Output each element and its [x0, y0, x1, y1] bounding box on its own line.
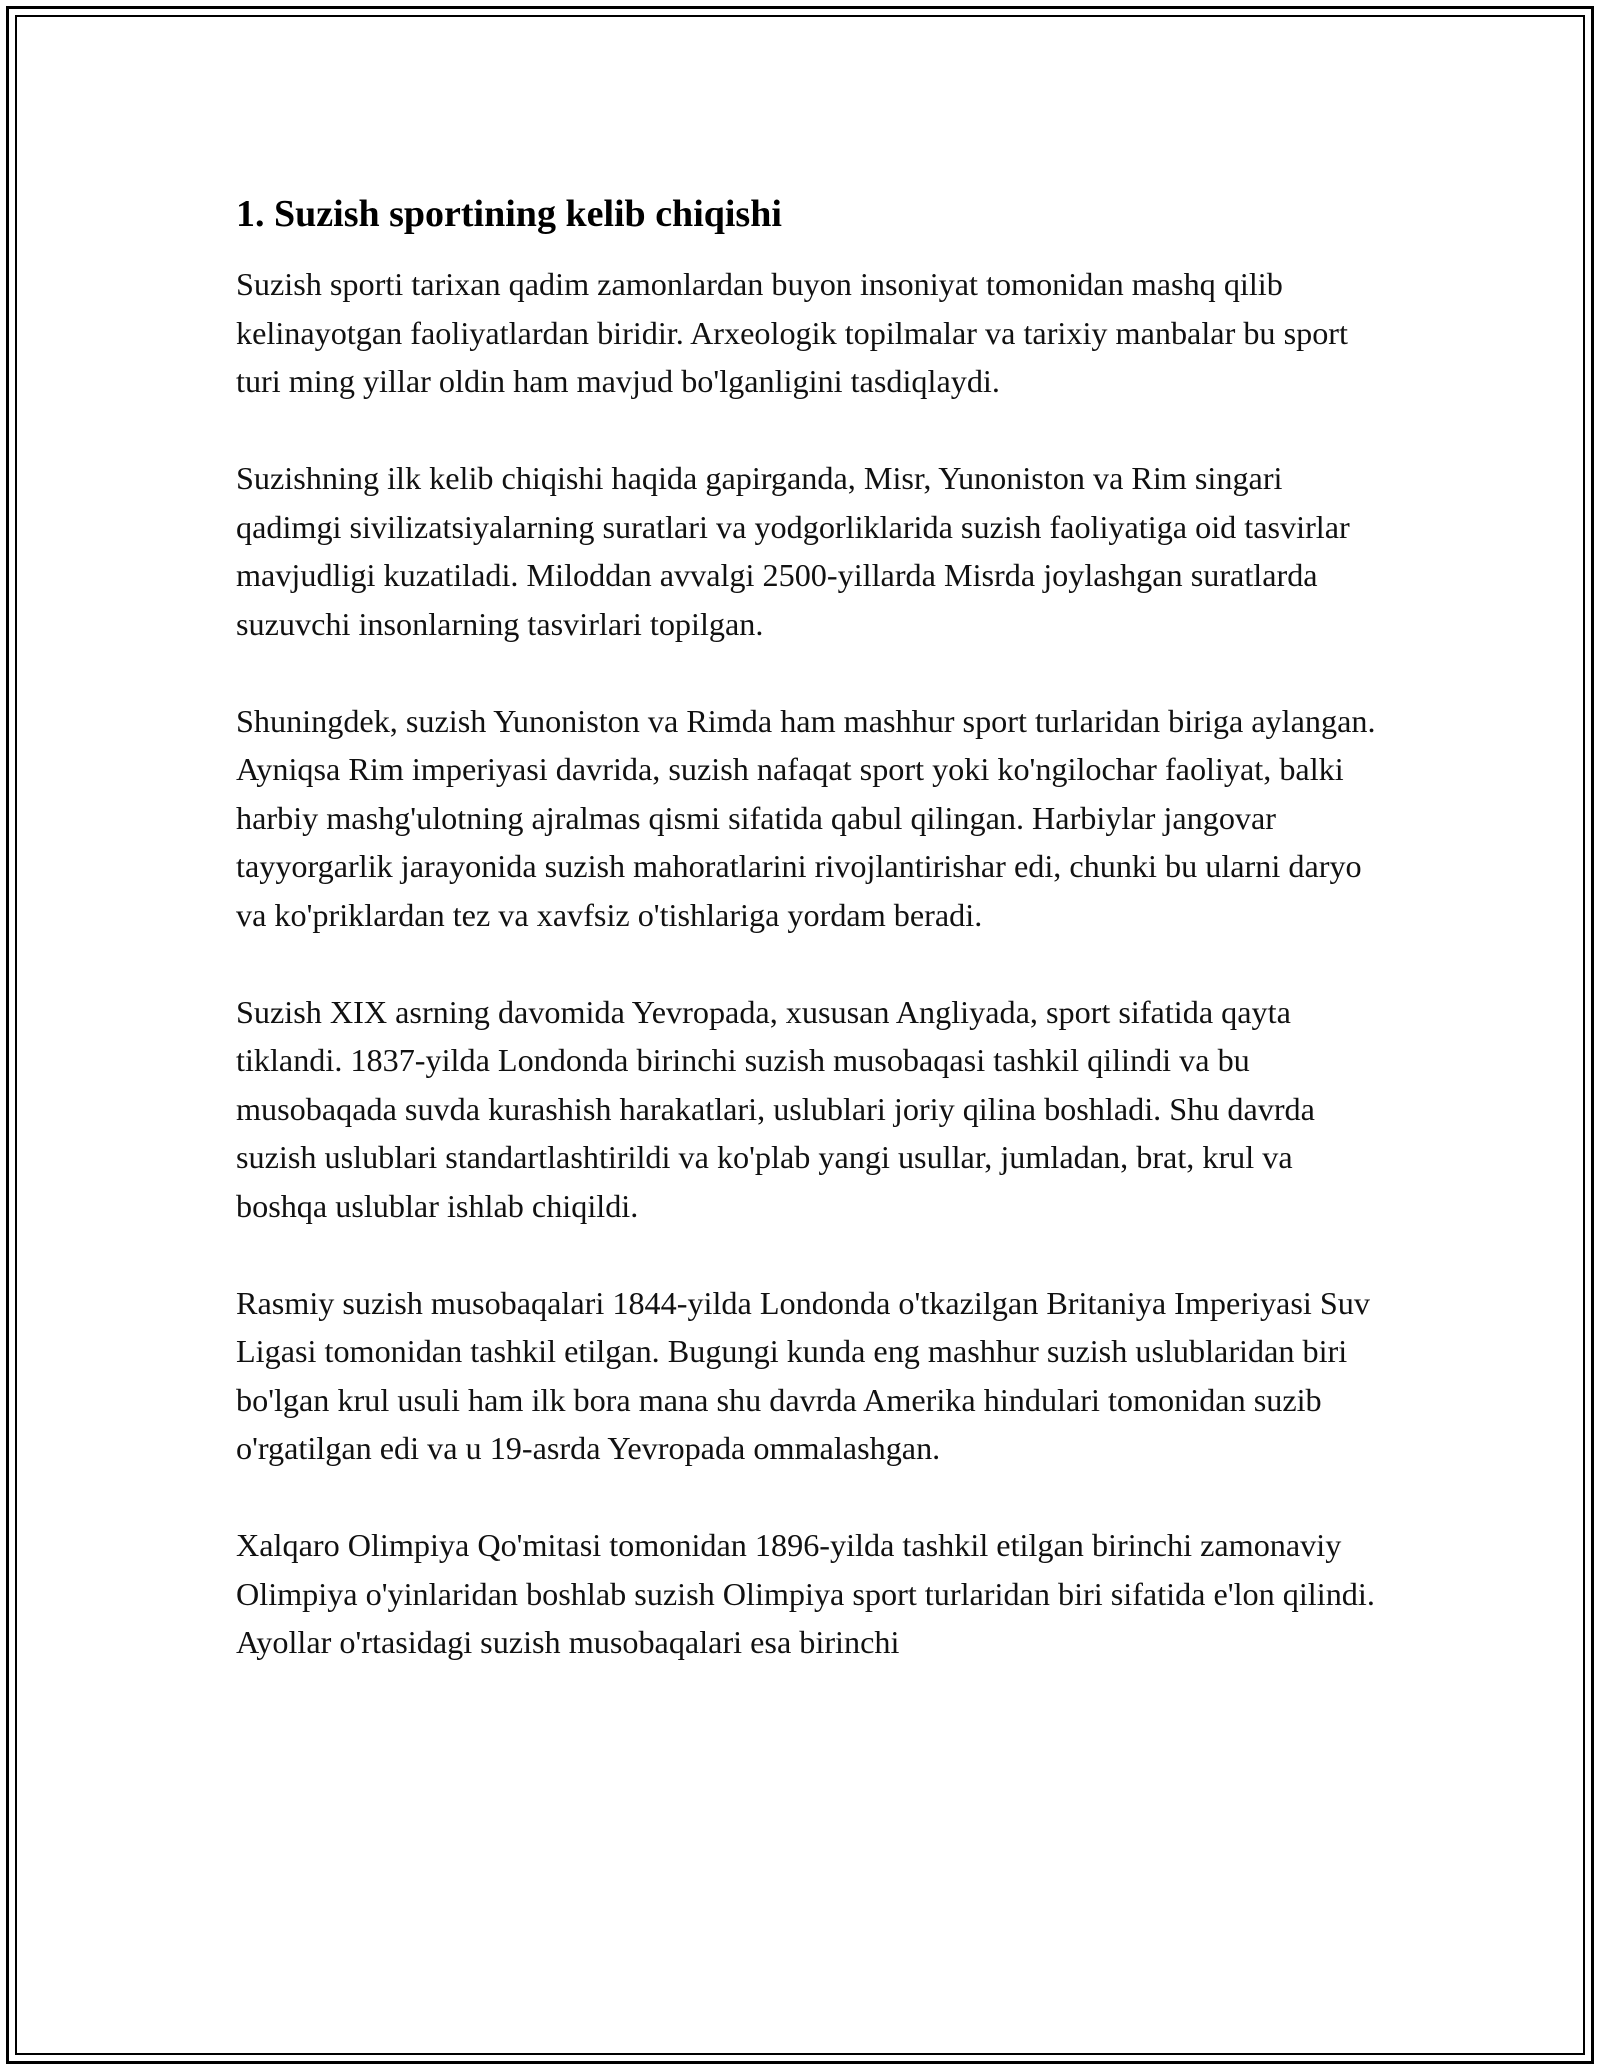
paragraph-2: Suzishning ilk kelib chiqishi haqida gapirganda, Misr, Yunoniston va Rim singari qadimgi sivilizatsiyalarning suratlari va yodgorliklarida suzish faoliyatiga oid tasvirlar mavjudligi kuzatiladi. Miloddan avvalgi 2500-yillarda Misrda joylashgan suratlarda suzuvchi insonlarning tasvirlari topilgan. — [236, 460, 1350, 642]
document-body — [236, 188, 1376, 1715]
paragraph-3: Shuningdek, suzish Yunoniston va Rimda ham mashhur sport turlaridan biriga aylangan. Ayniqsa Rim imperiyasi davrida, suzish nafaqat sport yoki ko'ngilochar faoliyat, balki harbiy mashg'ulotning ajralmas qismi sifatida qabul qilingan. Harbiylar jangovar tayyorgarlik jarayonida suzish mahoratlarini rivojlantirishar edi, chunki bu ularni daryo va ko'priklardan tez va xavfsiz o'tishlariga yordam beradi. — [236, 702, 1376, 933]
paragraph-1: Suzish sporti tarixan qadim zamonlardan buyon insoniyat tomonidan mashq qilib kelinayotgan faoliyatlardan biridir. Arxeologik topilmalar va tarixiy manbalar bu sport turi ming yillar oldin ham mavjud bo'lganligini tasdiqlaydi. — [236, 266, 1348, 399]
section-heading: 1. Suzish sportining kelib chiqishi — [236, 193, 782, 235]
paragraph-4: Suzish XIX asrning davomida Yevropada, xususan Angliyada, sport sifatida qayta tiklandi. 1837-yilda Londonda birinchi suzish musobaqasi tashkil qilindi va bu musobaqada suvda kurashish harakatlari, uslublari joriy qilina boshladi. Shu davrda suzish uslublari standartlashtirildi va ko'plab yangi usullar, jumladan, brat, krul va boshqa uslublar ishlab chiqildi. — [236, 993, 1315, 1224]
paragraph-6: Xalqaro Olimpiya Qo'mitasi tomonidan 1896-yilda tashkil etilgan birinchi zamonaviy Olimpiya o'yinlaridan boshlab suzish Olimpiya sport turlaridan biri sifatida e'lon qilindi. Ayollar o'rtasidagi suzish musobaqalari esa birinchi — [236, 1527, 1375, 1660]
paragraph-5: Rasmiy suzish musobaqalari 1844-yilda Londonda o'tkazilgan Britaniya Imperiyasi Suv Ligasi tomonidan tashkil etilgan. Bugungi kunda eng mashhur suzish uslublaridan biri bo'lgan krul usuli ham ilk bora mana shu davrda Amerika hindulari tomonidan suzib o'rgatilgan edi va u 19-asrda Yevropada ommalashgan. — [236, 1284, 1370, 1466]
